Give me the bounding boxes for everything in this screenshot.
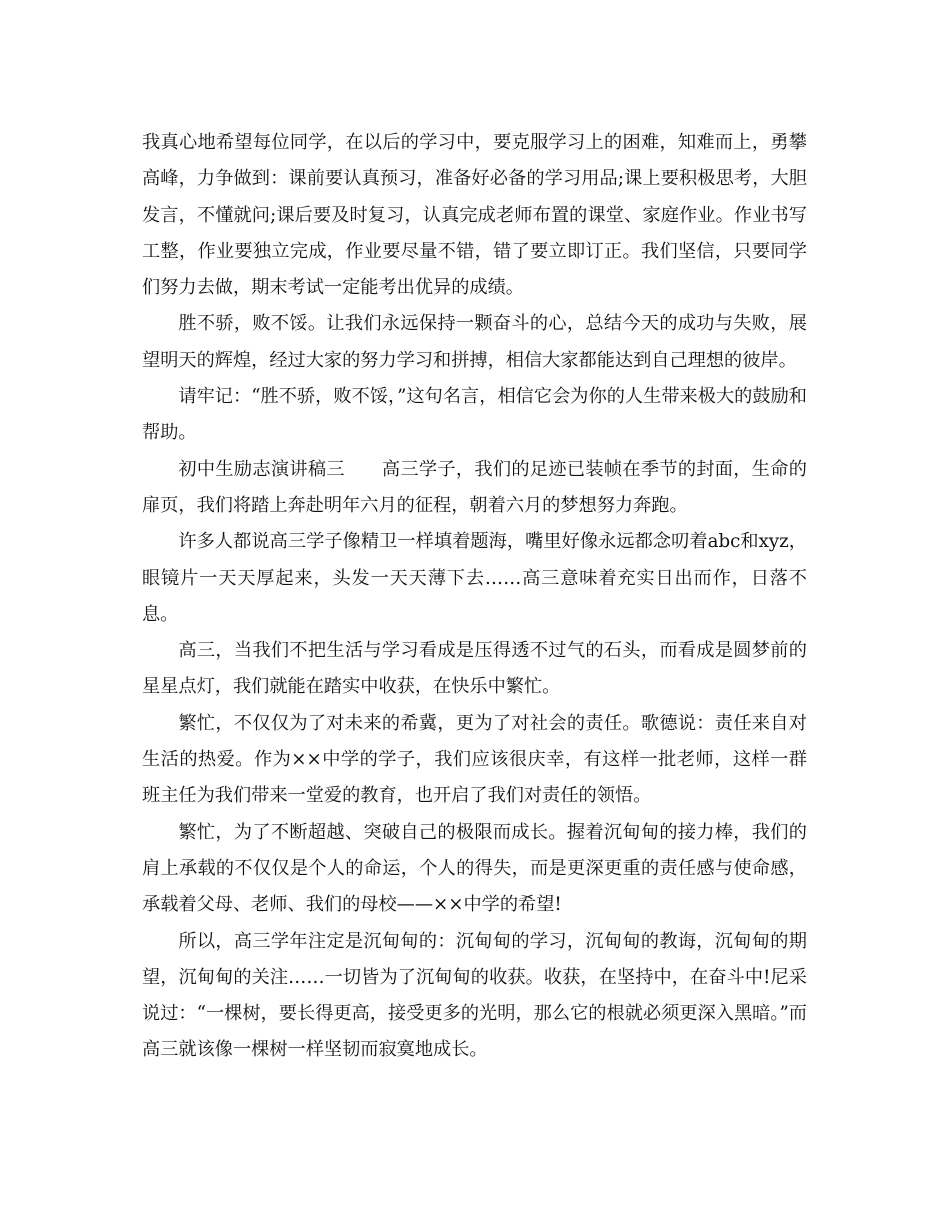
paragraph-3: 请牢记：“胜不骄，败不馁，”这句名言，相信它会为你的人生带来极大的鼓励和帮助。: [142, 386, 807, 444]
paragraph-1: 我真心地希望每位同学，在以后的学习中，要克服学习上的困难，知难而上，勇攀高峰，力争做到：课前要认真预习，准备好必备的学习用品;课上要积极思考，大胆发言，不懂就问;课后要及时复习，认真完成老师布置的课堂、家庭作业。作业书写工整，作业要独立完成，作业要尽量不错，错了要立即订正。我们坚信，只要同学们努力去做，期末考试一定能考出优异的成绩。: [142, 132, 807, 299]
document-body: [142, 125, 807, 1069]
paragraph-4: 初中生励志演讲稿三 高三学子，我们的足迹已装帧在季节的封面，生命的扉页，我们将踏上奔赴明年六月的征程，朝着六月的梦想努力奔跑。: [142, 458, 807, 516]
paragraph-5: 许多人都说高三学子像精卫一样填着题海，嘴里好像永远都念叨着abc和xyz，眼镜片一天天厚起来，头发一天天薄下去……高三意味着充实日出而作，日落不息。: [142, 531, 807, 625]
paragraph-8: 繁忙，为了不断超越、突破自己的极限而成长。握着沉甸甸的接力棒，我们的肩上承载的不仅仅是个人的命运，个人的得失，而是更深更重的责任感与使命感，承载着父母、老师、我们的母校——××中学的希望!: [142, 821, 807, 916]
paragraph-7: 繁忙，不仅仅为了对未来的希冀，更为了对社会的责任。歌德说：责任来自对生活的热爱。作为××中学的学子，我们应该很庆幸，有这样一批老师，这样一群班主任为我们带来一堂爱的教育，也开启了我们对责任的领悟。: [142, 712, 807, 807]
paragraph-6: 高三，当我们不把生活与学习看成是压得透不过气的石头，而看成是圆梦前的星星点灯，我们就能在踏实中收获，在快乐中繁忙。: [142, 640, 807, 698]
paragraph-9: 所以，高三学年注定是沉甸甸的：沉甸甸的学习，沉甸甸的教诲，沉甸甸的期望，沉甸甸的关注……一切皆为了沉甸甸的收获。收获，在坚持中，在奋斗中!尼采说过：“一棵树，要长得更高，接受更多的光明，那么它的根就必须更深入黑暗。”而高三就该像一棵树一样坚韧而寂寞地成长。: [142, 930, 807, 1061]
paragraph-2: 胜不骄，败不馁。让我们永远保持一颗奋斗的心，总结今天的成功与失败，展望明天的辉煌，经过大家的努力学习和拼搏，相信大家都能达到自己理想的彼岸。: [142, 313, 807, 371]
